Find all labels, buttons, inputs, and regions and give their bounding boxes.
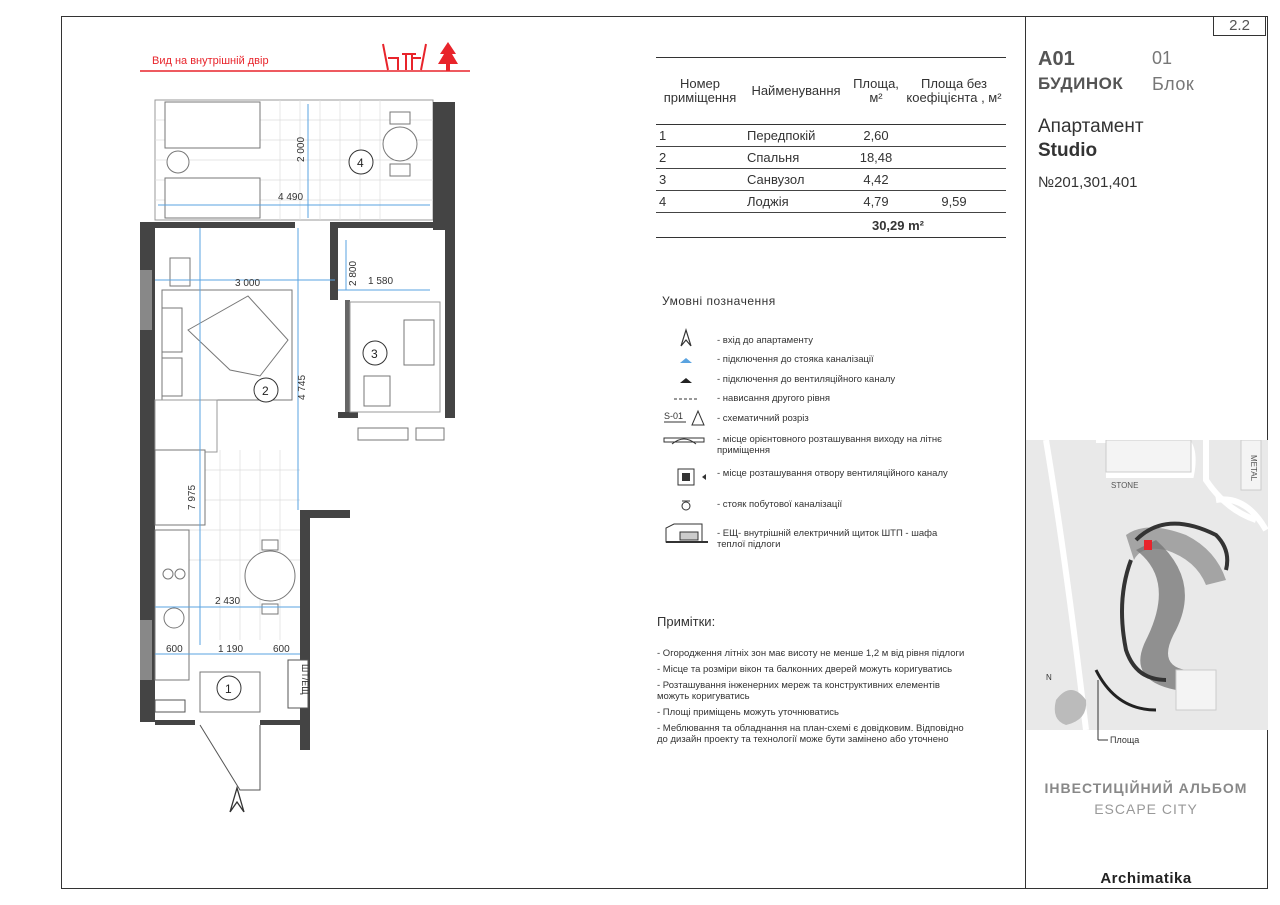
dim-loggia-depth: 2 000 (296, 136, 307, 162)
cell-num: 3 (659, 172, 667, 187)
legend-text: - схематичний розріз (717, 413, 809, 424)
table-header (656, 58, 1006, 125)
electric-panel-icon (662, 522, 712, 544)
cell-name: Санвузол (747, 172, 805, 187)
note-item: - Площі приміщень можуть уточнюватись (657, 707, 839, 718)
building-code: A01 (1038, 48, 1075, 70)
cell-num: 2 (659, 150, 667, 165)
legend-text: - нависання другого рівня (717, 393, 831, 404)
dim-hall-mid: 1 190 (218, 644, 244, 655)
kitchen (155, 530, 189, 680)
dim-room-length: 7 975 (187, 484, 198, 510)
cell-area: 4,79 (863, 194, 889, 209)
notes-list (657, 648, 967, 750)
table-row (656, 191, 1006, 213)
legend-text: - місце розташування отвору вентиляційного каналу (717, 468, 948, 479)
room-number-3: 3 (371, 347, 378, 361)
dim-hall-right: 600 (273, 644, 290, 655)
courtyard-label: Вид на внутрішній двір (152, 55, 269, 67)
apartment-name: Studio (1038, 140, 1098, 161)
cell-num: 1 (659, 128, 667, 143)
area-table (656, 57, 1006, 238)
overhang-icon (662, 393, 712, 405)
legend-title: Умовні позначення (662, 294, 776, 308)
dim-loggia-width: 4 490 (278, 192, 304, 203)
header-room-number: Номер приміщення (663, 76, 737, 105)
floor-plan (140, 40, 470, 820)
cell-area: 2,60 (863, 128, 889, 143)
site-map (1026, 440, 1268, 755)
apartment-numbers: №201,301,401 (1038, 174, 1138, 191)
legend-text: - підключення до вентиляційного каналу (717, 374, 896, 385)
bed (155, 258, 292, 452)
room-number-2: 2 (262, 384, 269, 398)
cabinet-label: ШТ/ЕЩ (300, 664, 310, 695)
block-code: 01 (1152, 48, 1173, 68)
note-item: - Меблювання та обладнання на план-схемі є довідковим. Відповідно до дизайн проекту та технології може бути замінено або уточнено (657, 723, 964, 745)
vent-connection-icon (662, 374, 712, 386)
archimatika-logo: Archimatika (1100, 870, 1192, 887)
legend-text: - вхід до апартаменту (717, 335, 813, 346)
bathroom (350, 302, 444, 440)
entrance-arrow-icon (230, 788, 244, 812)
page-number: 2.2 (1213, 16, 1266, 36)
header-name: Найменування (751, 83, 841, 98)
cell-area: 4,42 (863, 172, 889, 187)
table-row (656, 125, 1006, 147)
note-item: - Місце та розміри вікон та балконних дверей можуть коригуватись (657, 664, 953, 675)
legend-text: - місце орієнтовного розташування виходу на літнє приміщення (717, 434, 942, 456)
dim-kitchen-width: 2 430 (215, 596, 241, 607)
building-label: БУДИНОК (1038, 74, 1124, 93)
map-label-north: N (1046, 673, 1052, 682)
section-icon (662, 407, 712, 427)
dining-table (245, 540, 295, 614)
summer-exit-icon (662, 432, 712, 452)
dim-hall-left: 600 (166, 644, 183, 655)
sewer-connection-icon (662, 354, 712, 366)
cell-area-nc: 9,59 (941, 194, 967, 209)
note-item: - Огородження літніх зон має висоту не менше 1,2 м від рівня підлоги (657, 648, 965, 659)
legend-text: - ЕЩ- внутрішній електричний щиток ШТП - шафа теплої підлоги (717, 528, 938, 550)
total-area: 30,29 m² (871, 217, 925, 233)
header-area-no-coef: Площа без коефіцієнта , м² (906, 76, 1002, 105)
dim-bedroom-width: 3 000 (235, 278, 261, 289)
map-label-metal: METAL (1249, 455, 1258, 482)
cell-name: Спальня (747, 150, 800, 165)
cell-name: Лоджія (747, 194, 789, 209)
room-number-1: 1 (225, 682, 232, 696)
table-total-row (656, 213, 1006, 238)
album-subtitle: ESCAPE CITY (1094, 801, 1198, 817)
album-title: ІНВЕСТИЦІЙНИЙ АЛЬБОМ (1044, 780, 1248, 796)
legend-text: - підключення до стояка каналізації (717, 354, 874, 365)
tree-icon (438, 42, 458, 71)
table-row (656, 147, 1006, 169)
sewer-riser-icon (662, 499, 712, 511)
header-area: Площа, м² (853, 76, 899, 105)
vent-opening-icon (662, 466, 712, 488)
table-row (656, 169, 1006, 191)
dim-bedroom-depth: 4 745 (297, 374, 308, 400)
terrace-furniture-icon (383, 44, 426, 70)
note-item: - Розташування інженерних мереж та конструктивних елементів можуть коригуватись (657, 680, 940, 702)
dim-bath-width: 1 580 (368, 276, 394, 287)
legend-text: - стояк побутової каналізації (717, 499, 843, 510)
dim-bath-depth: 2 800 (348, 260, 359, 286)
entrance-icon (662, 328, 712, 348)
room-number-4: 4 (357, 156, 364, 170)
loggia (155, 100, 455, 230)
cell-name: Передпокій (747, 128, 816, 143)
cell-area: 18,48 (859, 150, 893, 165)
map-label-square: Площа (1110, 735, 1140, 745)
map-label-stone: STONE (1111, 481, 1139, 490)
apartment-type: Апартамент (1038, 116, 1144, 137)
cell-num: 4 (659, 194, 667, 209)
block-label: Блок (1152, 74, 1195, 94)
svg-text:S-01: S-01 (664, 411, 684, 421)
notes-title: Примітки: (657, 614, 716, 629)
